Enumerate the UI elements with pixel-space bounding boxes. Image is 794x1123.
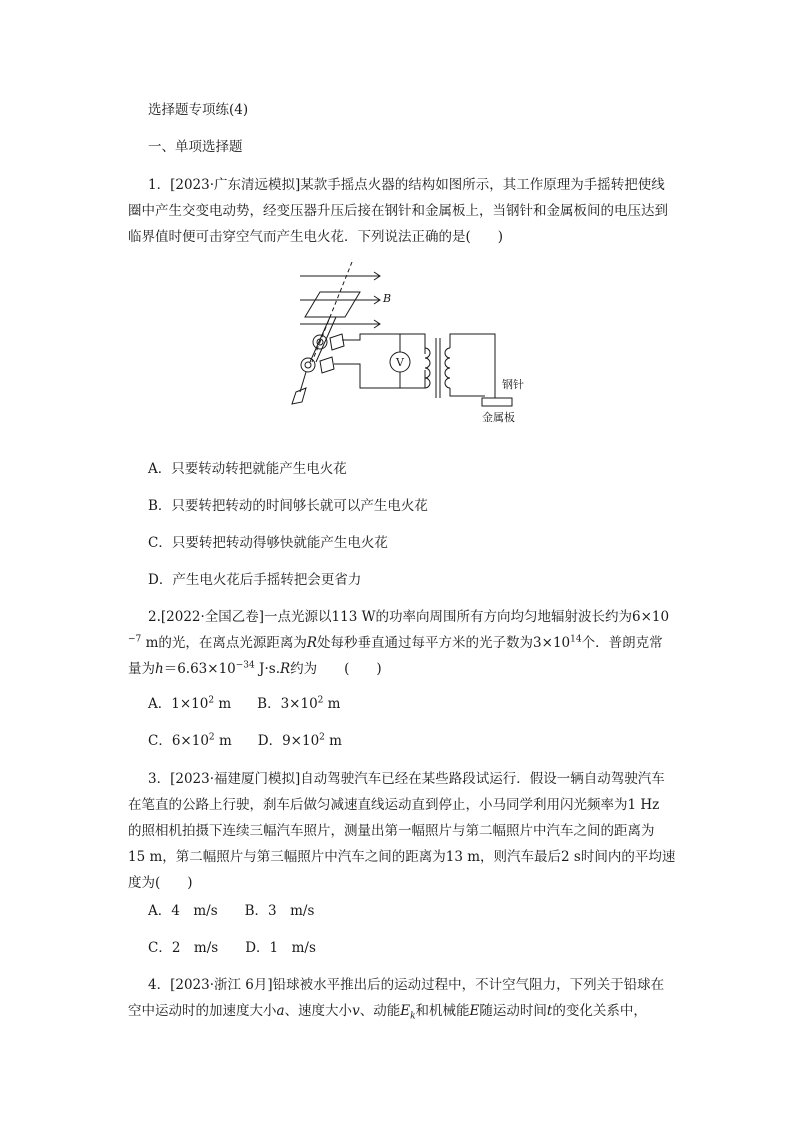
q1-line-3: 临界值时便可击穿空气而产生电火花．下列说法正确的是( ) <box>128 229 504 245</box>
q1-option-d: D．产生电火花后手摇转把会更省力 <box>148 572 362 588</box>
question-3 <box>128 766 688 896</box>
field-label-b: B <box>383 292 392 305</box>
q1-option-b: B．只要转把转动的时间够长就可以产生电火花 <box>148 498 428 514</box>
q3-options-ab: A．4 m/s B．3 m/s <box>148 903 315 919</box>
question-1 <box>128 172 688 250</box>
q3-line-3: 的照相机拍摄下连续三幅汽车照片，测量出第一幅照片与第二幅照片中汽车之间的距离为 <box>128 823 655 839</box>
question-2 <box>128 604 688 682</box>
q3-line-2: 在笔直的公路上行驶，刹车后做匀减速直线运动直到停止，小马同学利用闪光频率为1 Hz <box>128 797 660 813</box>
needle-label: 钢针 <box>502 378 524 391</box>
question-4 <box>128 972 688 1024</box>
q1-line-2: 圈中产生交变电动势，经变压器升压后接在钢针和金属板上，当钢针和金属板间的电压达到 <box>128 203 668 219</box>
voltmeter-label: V <box>396 356 404 369</box>
q2-options-ab: A．$1\times 10^2$ m B．$3\times 10^2$ m <box>148 695 341 712</box>
igniter-circuit-figure <box>290 262 550 432</box>
q4-line-2: 空中运动时的加速度大小a、速度大小v、动能$E_k$和机械能E随运动时间t的变化关系中， <box>128 1003 647 1022</box>
q2-options-cd: C．$6\times 10^2$ m D．$9\times 10^2$ m <box>148 732 342 749</box>
section-heading: 一、单项选择题 <box>148 139 243 155</box>
q1-option-a: A．只要转动转把就能产生电火花 <box>148 461 347 477</box>
q3-line-5: 度为( ) <box>128 875 193 891</box>
q3-options-cd: C．2 m/s D．1 m/s <box>148 940 316 956</box>
q2-line-2: $^{-7}$ m的光，在离点光源距离为R处每秒垂直通过每平方米的光子数为$3\times 10^{14}$个．普朗克常 <box>128 634 663 651</box>
q4-line-1: 4．[2023·浙江 6月]铅球被水平推出后的运动过程中，不计空气阻力，下列关于铅球在 <box>148 977 665 993</box>
page-title: 选择题专项练(4) <box>148 102 249 118</box>
q3-line-1: 3．[2023·福建厦门模拟]自动驾驶汽车已经在某些路段试运行．假设一辆自动驾驶汽车 <box>148 771 665 787</box>
q2-line-1: 2.[2022·全国乙卷]一点光源以113 W的功率向周围所有方向均匀地辐射波长约为6×10 <box>148 609 670 625</box>
q3-line-4: 15 m，第二幅照片与第三幅照片中汽车之间的距离为13 m，则汽车最后2 s时间内的平均速 <box>128 849 676 865</box>
q2-line-3: 量为$h=6.63\times 10^{-34}$ J·s.R约为 ( ) <box>128 660 382 677</box>
q1-line-1: 1．[2023·广东清远模拟]某款手摇点火器的结构如图所示，其工作原理为手摇转把使线 <box>148 177 665 193</box>
plate-label: 金属板 <box>482 411 515 424</box>
q1-option-c: C．只要转把转动得够快就能产生电火花 <box>148 535 388 551</box>
